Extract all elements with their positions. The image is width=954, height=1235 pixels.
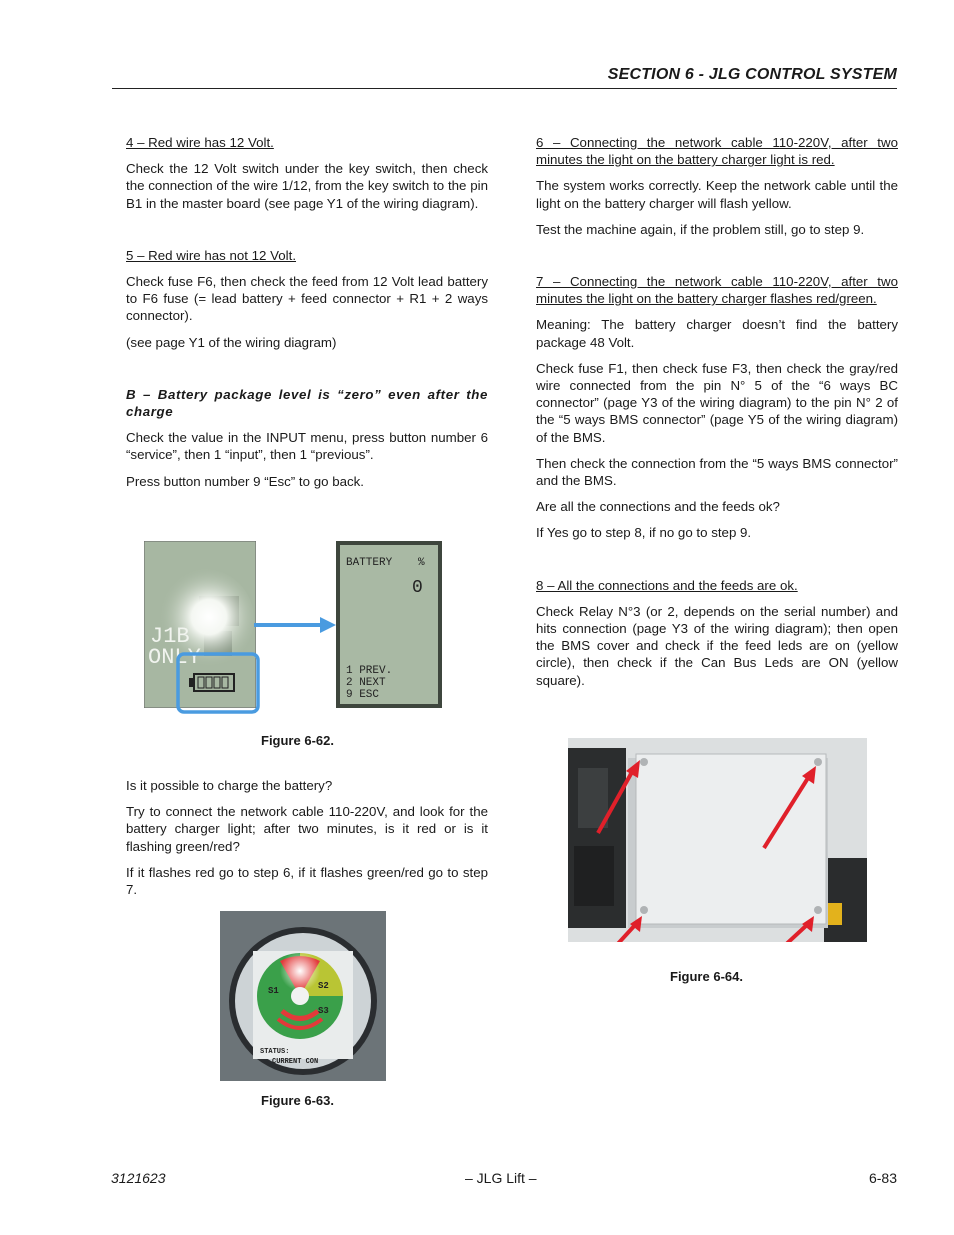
step-6-text: The system works correctly. Keep the network cable until the light on the battery charger will flash yellow. [536, 178, 898, 211]
step-7-decision: If Yes go to step 8, if no go to step 9. [536, 525, 752, 541]
lcd-battery-title: BATTERY [346, 557, 393, 569]
step-6-heading: 6 – Connecting the network cable 110-220V, after two minutes the light on the battery charger light is red. [536, 135, 898, 168]
left-column-top [126, 134, 488, 499]
figure-6-62-caption: Figure 6-62. [261, 733, 334, 748]
lcd-text-j1b: J1B [150, 624, 190, 649]
page-number: 6-83 [868, 1170, 897, 1186]
section-b-esc: Press button number 9 “Esc” to go back. [126, 473, 364, 489]
step-7-question: Are all the connections and the feeds ok? [536, 499, 780, 515]
doc-number: 3121623 [111, 1170, 166, 1186]
gauge-status: STATUS: [260, 1048, 290, 1056]
right-column [536, 134, 898, 698]
charge-decision: If it flashes red go to step 6, if it flashes green/red go to step 7. [126, 864, 488, 898]
figure-6-63-charger-light [220, 911, 386, 1081]
step-8-heading: 8 – All the connections and the feeds are ok. [536, 577, 798, 593]
left-column-bottom [126, 777, 488, 907]
step-7-meaning: Meaning: The battery charger doesn’t find the battery package 48 Volt. [536, 317, 898, 350]
gauge-s1: S1 [268, 986, 279, 996]
gauge-s2: S2 [318, 981, 329, 991]
arrow-right-icon [254, 616, 336, 634]
highlight-square [176, 652, 260, 714]
step-8-text: Check Relay N°3 (or 2, depends on the serial number) and hits connection (page Y3 of the wiring diagram); then open the BMS cover and check if the feed leds are on (yellow circle), then check if the Can Bus Leds are ON (yellow square). [536, 603, 898, 688]
step-7-check-fuses: Check fuse F1, then check fuse F3, then check the gray/red wire connected from the pin N° 5 of the “6 ways BC connector” (page Y3 of the wiring diagram) to the pin N° 2 of the “5 ways BMS connector” (page Y5 of the wiring diagram) of the BMS. [536, 360, 898, 445]
lcd-menu-esc: 9 ESC [346, 689, 380, 701]
figure-6-62-lcd-right [336, 541, 442, 708]
section-b-text: Check the value in the INPUT menu, press button number 6 “service”, then 1 “input”, then 1 “previous”. [126, 430, 488, 463]
lcd-text-only: ONLY [148, 645, 201, 670]
section-b-heading: B – Battery package level is “zero” even after the charge [126, 386, 488, 420]
lcd-value: 0 [412, 578, 423, 598]
figure-6-63-caption: Figure 6-63. [261, 1093, 334, 1108]
step-7-check-connection: Then check the connection from the “5 ways BMS connector” and the BMS. [536, 455, 898, 489]
header-rule [112, 88, 897, 89]
step-4-heading: 4 – Red wire has 12 Volt. [126, 135, 274, 150]
lcd-menu-prev: 1 PREV. [346, 665, 393, 677]
step-6-test: Test the machine again, if the problem still, go to step 9. [536, 221, 865, 237]
footer-center: – JLG Lift – [465, 1170, 537, 1186]
step-5-heading: 5 – Red wire has not 12 Volt. [126, 247, 297, 263]
step-5-text: Check fuse F6, then check the feed from 12 Volt lead battery to F6 fuse (= lead battery + feed connector + R1 + 2 ways connector). [126, 274, 488, 324]
lcd-menu-next: 2 NEXT [346, 677, 386, 689]
step-7-heading: 7 – Connecting the network cable 110-220V, after two minutes the light on the battery charger flashes red/green. [536, 274, 898, 307]
section-title: SECTION 6 - JLG CONTROL SYSTEM [607, 66, 897, 83]
charge-instruction: Try to connect the network cable 110-220V, and look for the battery charger light; after two minutes, is it red or is it flashing green/red? [126, 804, 488, 854]
figure-6-64-caption: Figure 6-64. [670, 969, 743, 984]
gauge-current: CURRENT CON [272, 1058, 319, 1066]
figure-6-64-bms-cover [568, 738, 867, 942]
step-4-text: Check the 12 Volt switch under the key switch, then check the connection of the wire 1/12, from the key switch to the pin B1 in the master board (see page Y1 of the wiring diagram). [126, 161, 488, 211]
gauge-s3: S3 [318, 1006, 329, 1016]
step-5-note: (see page Y1 of the wiring diagram) [126, 334, 337, 350]
lcd-percent: % [418, 557, 425, 569]
charge-question: Is it possible to charge the battery? [126, 778, 333, 793]
